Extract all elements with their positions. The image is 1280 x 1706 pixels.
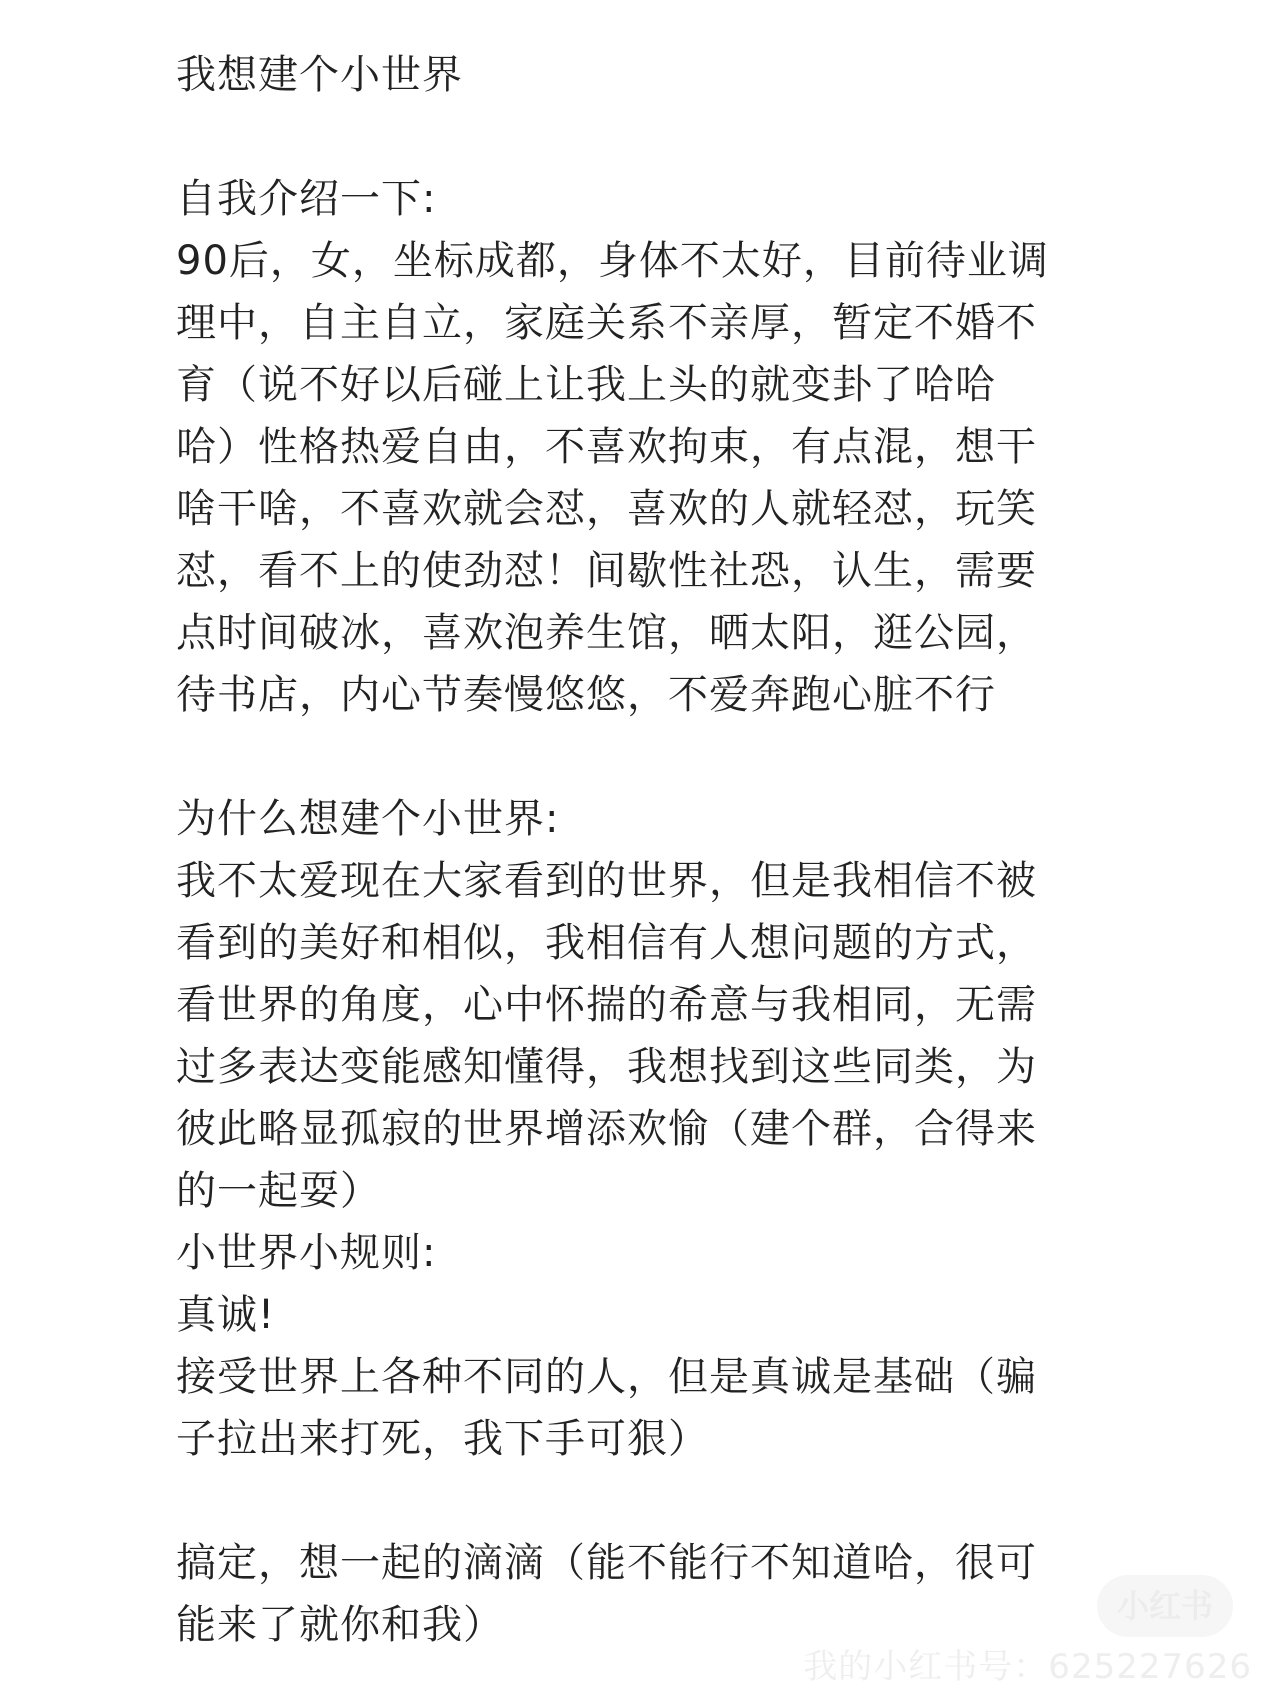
intro-line: 怼，看不上的使劲怼！间歇性社恐，认生，需要 xyxy=(176,548,1037,594)
why-heading: 为什么想建个小世界: xyxy=(176,796,560,842)
rules-line: 子拉出来打死，我下手可狠） xyxy=(176,1416,709,1462)
intro-line: 育（说不好以后碰上让我上头的就变卦了哈哈 xyxy=(176,362,996,408)
why-line: 我不太爱现在大家看到的世界，但是我相信不被 xyxy=(176,858,1037,904)
closing-line: 搞定，想一起的滴滴（能不能行不知道哈，很可 xyxy=(176,1540,1037,1586)
intro-line: 理中，自主自立，家庭关系不亲厚，暂定不婚不 xyxy=(176,300,1037,346)
why-line: 看世界的角度，心中怀揣的希意与我相同，无需 xyxy=(176,982,1037,1028)
why-line: 彼此略显孤寂的世界增添欢愉（建个群，合得来 xyxy=(176,1106,1037,1152)
intro-line: 啥干啥，不喜欢就会怼，喜欢的人就轻怼，玩笑 xyxy=(176,486,1037,532)
watermark-account-id: 我的小红书号：625227626 xyxy=(803,1647,1252,1687)
intro-line: 哈）性格热爱自由，不喜欢拘束，有点混，想干 xyxy=(176,424,1037,470)
intro-line: 点时间破冰，喜欢泡养生馆，晒太阳，逛公园， xyxy=(176,610,1037,656)
rules-heading: 小世界小规则: xyxy=(176,1230,437,1276)
rules-line: 真诚! xyxy=(176,1292,276,1338)
why-line: 过多表达变能感知懂得，我想找到这些同类，为 xyxy=(176,1044,1037,1090)
blank-line xyxy=(176,1470,1136,1532)
closing-line: 能来了就你和我） xyxy=(176,1602,504,1648)
rules-line: 接受世界上各种不同的人，但是真诚是基础（骗 xyxy=(176,1354,1037,1400)
intro-heading: 自我介绍一下: xyxy=(176,176,437,222)
why-line: 看到的美好和相似，我相信有人想问题的方式， xyxy=(176,920,1037,966)
blank-line xyxy=(176,106,1136,168)
blank-line xyxy=(176,726,1136,788)
intro-line: 90后，女，坐标成都，身体不太好，目前待业调 xyxy=(176,238,1049,284)
intro-line: 待书店，内心节奏慢悠悠，不爱奔跑心脏不行 xyxy=(176,672,996,718)
post-title: 我想建个小世界 xyxy=(176,52,463,98)
why-line: 的一起耍） xyxy=(176,1168,381,1214)
watermark-logo: 小红书 xyxy=(1097,1575,1233,1637)
note-text-body xyxy=(176,44,1136,1656)
